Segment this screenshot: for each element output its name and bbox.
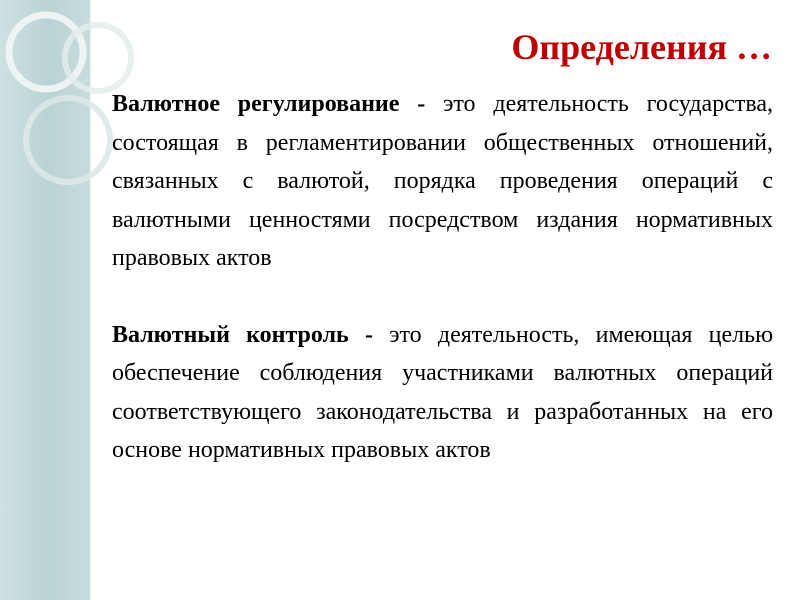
term-currency-control: Валютный контроль <box>112 321 349 348</box>
slide-body <box>112 85 773 470</box>
separator: - <box>399 91 444 117</box>
slide-title: Определения … <box>511 27 772 67</box>
definition-text-currency-regulation: это деятельность государства, состоящая в регламентировании общественных отношений, связанных с валютой, порядка проведения операций с валютными ценностями посредством издания нормативных правовых актов <box>112 91 774 271</box>
medium-ring <box>65 25 131 91</box>
term-currency-regulation: Валютное регулирование <box>112 91 400 117</box>
definition-currency-control <box>112 316 773 470</box>
definition-text-currency-control: это деятельность, имеющая целью обеспечение соблюдения участниками валютных операций соответствующего законодательства и разработанных на его основе нормативных правовых актов <box>112 321 773 463</box>
small-ring <box>26 98 110 182</box>
definition-currency-regulation <box>112 85 773 278</box>
separator: - <box>348 321 390 348</box>
